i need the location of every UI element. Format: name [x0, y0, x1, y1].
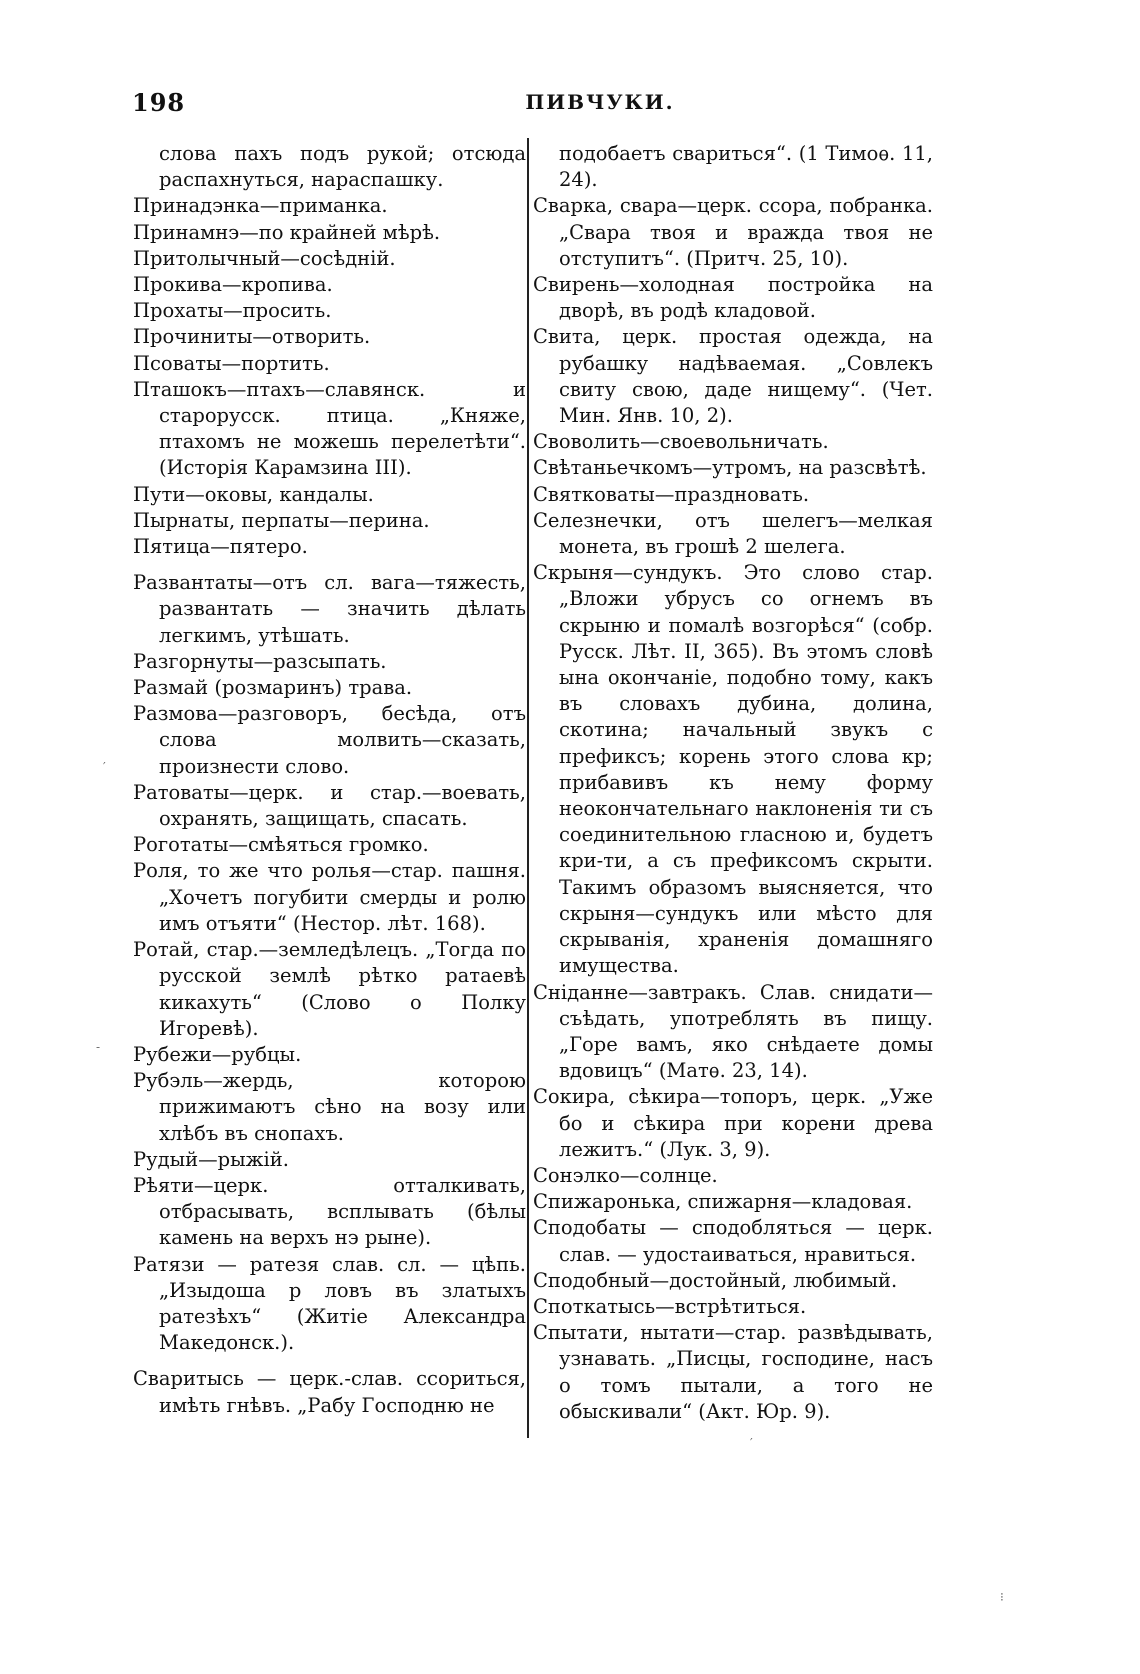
speck: ′ — [750, 1436, 753, 1450]
dictionary-entry: Сніданне—завтракъ. Слав. снидати—съѣдать, употреблять въ пищу. „Горе вамъ, яко снѣдаете домы вдовицъ“ (Матѳ. 23, 14). — [533, 980, 933, 1083]
dictionary-entry: Спижаронька, спижарня—кладовая. — [533, 1190, 913, 1214]
dictionary-entry: Сонэлко—солнце. — [533, 1163, 718, 1187]
dictionary-entry: Сподобный—достойный, любимый. — [533, 1268, 898, 1292]
column-divider — [527, 138, 529, 1438]
dictionary-entry: Пырнаты, перпаты—перина. — [133, 508, 430, 532]
dictionary-entry: Рудый—рыжій. — [133, 1147, 289, 1171]
dictionary-entry: Размова—разговоръ, бесѣда, отъ слова молвить—сказать, произнести слово. — [133, 702, 526, 778]
dictionary-entry: Рѣяти—церк. отталкивать, отбрасывать, всплывать (бѣлы камень на верхъ нэ рыне). — [133, 1173, 526, 1250]
dictionary-entry: Рубэль—жердь, которою прижимаютъ сѣно на возу или хлѣбъ въ снопахъ. — [133, 1069, 526, 1145]
dictionary-entry: Свита, церк. простая одежда, на рубашку надѣваемая. „Совлекъ свиту свою, даде нищему“. (Чет. Мин. Янв. 10, 2). — [533, 325, 933, 428]
dictionary-entry: Своволить—своевольничать. — [533, 430, 829, 454]
dictionary-entry: Прочиниты—отворить. — [133, 325, 371, 349]
dictionary-entry: Святковаты—праздновать. — [533, 482, 810, 506]
dictionary-entry: Спытати, нытати—стар. развѣдывать, узнавать. „Писцы, господине, насъ о томъ пытали, а того не обыскивали“ (Акт. Юр. 9). — [533, 1321, 933, 1423]
dictionary-entry: Роготаты—смѣяться громко. — [133, 833, 429, 857]
right-column — [533, 141, 933, 1425]
dictionary-entry: Споткатысь—встрѣтиться. — [533, 1294, 807, 1318]
dictionary-entry: Сподобаты — сподобляться — церк. слав. — удостаиваться, нравиться. — [533, 1216, 933, 1266]
dictionary-entry: Прокива—кропива. — [133, 273, 333, 297]
dictionary-entry: Сокира, сѣкира—топоръ, церк. „Уже бо и сѣкира при корени древа лежитъ.“ (Лук. 3, 9). — [533, 1085, 933, 1161]
dictionary-entry: Псоваты—портить. — [133, 351, 330, 375]
dictionary-entry: Селезнечки, отъ шелегъ—мелкая монета, въ грошѣ 2 шелега. — [533, 508, 933, 559]
dictionary-entry: Развантаты—отъ сл. вага—тяжесть, развантать — значить дѣлать легкимъ, утѣшать. — [133, 571, 526, 647]
speck: ′ — [103, 760, 106, 774]
dictionary-entry: Принадэнка—приманка. — [133, 194, 388, 218]
dictionary-entry: Рубежи—рубцы. — [133, 1042, 302, 1066]
dictionary-entry: Размай (розмаринъ) трава. — [133, 676, 413, 700]
dictionary-entry: слова пахъ подъ рукой; отсюда распахнуться, нараспашку. — [159, 142, 526, 192]
dictionary-entry: Сварка, свара—церк. ссора, побранка. „Свара твоя и вражда твоя не отступитъ“. (Притч. 25, 10). — [533, 194, 933, 270]
dictionary-entry: Прохаты—просить. — [133, 299, 332, 323]
dictionary-entry: подобаетъ свариться“. (1 Тимоѳ. 11, 24). — [559, 142, 933, 192]
dictionary-entry: Свирень—холодная постройка на дворѣ, въ родѣ кладовой. — [533, 273, 933, 323]
dictionary-entry: Пятица—пятеро. — [133, 535, 308, 559]
dictionary-entry: Сваритысь — церк.-слав. ссориться, имѣть гнѣвъ. „Рабу Господню не — [133, 1367, 526, 1417]
page-number: 198 — [132, 88, 186, 117]
dictionary-entry: Ротай, стар.—земледѣлецъ. „Тогда по русской землѣ рѣтко ратаевѣ кикахуть“ (Слово о Полку Игоревѣ). — [133, 938, 526, 1040]
dictionary-entry: Свѣтаньечкомъ—утромъ, на разсвѣтѣ. — [533, 456, 927, 480]
dictionary-entry: Пути—оковы, кандалы. — [133, 482, 374, 506]
dictionary-entry: Принамнэ—по крайней мѣрѣ. — [133, 220, 441, 244]
dictionary-entry: Ратязи — ратезя слав. сл. — цѣпь. „Изыдоша р ловъ въ златыхъ ратезѣхъ“ (Житіе Александра Македонск.). — [133, 1252, 526, 1355]
dictionary-entry: Скрыня—сундукъ. Это слово стар. „Вложи убрусъ со огнемъ въ скрыню и помалѣ возгорѣся“ (собр. Русск. Лѣт. II, 365). Въ этомъ словѣ ына окончаніе, подобно тому, какъ въ словахъ дубина, долина, скотина; начальный звукъ с префиксъ; корень этого слова кр; прибавивъ къ нему форму неокончательнаго наклоненія ти съ соединительною гласною и, будетъ кри-ти, а съ префиксомъ скрыти. Такимъ образомъ выясняется, что скрыня—сундукъ или мѣсто для скрыванія, храненія домашняго имущества. — [533, 561, 933, 978]
left-column — [133, 141, 526, 1419]
dictionary-entry: Разгорнуты—разсыпать. — [133, 649, 387, 673]
running-title: ПИВЧУКИ. — [525, 90, 675, 114]
dictionary-entry: Притолычный—сосѣдній. — [133, 246, 396, 270]
dictionary-entry: Роля, то же что ролья—стар. пашня. „Хочетъ погубити смерды и ролю имъ отъяти“ (Нестор. лѣт. 168). — [133, 859, 526, 935]
speck: - — [96, 1040, 101, 1054]
dictionary-entry: Ратоваты—церк. и стар.—воевать, охранять, защищать, спасать. — [133, 780, 526, 831]
dictionary-entry: Пташокъ—птахъ—славянск. и старорусск. птица. „Княже, птахомъ не можешь перелетѣти“. (Исторія Карамзина III). — [133, 377, 526, 480]
speck: ⁝ — [1000, 1590, 1004, 1604]
